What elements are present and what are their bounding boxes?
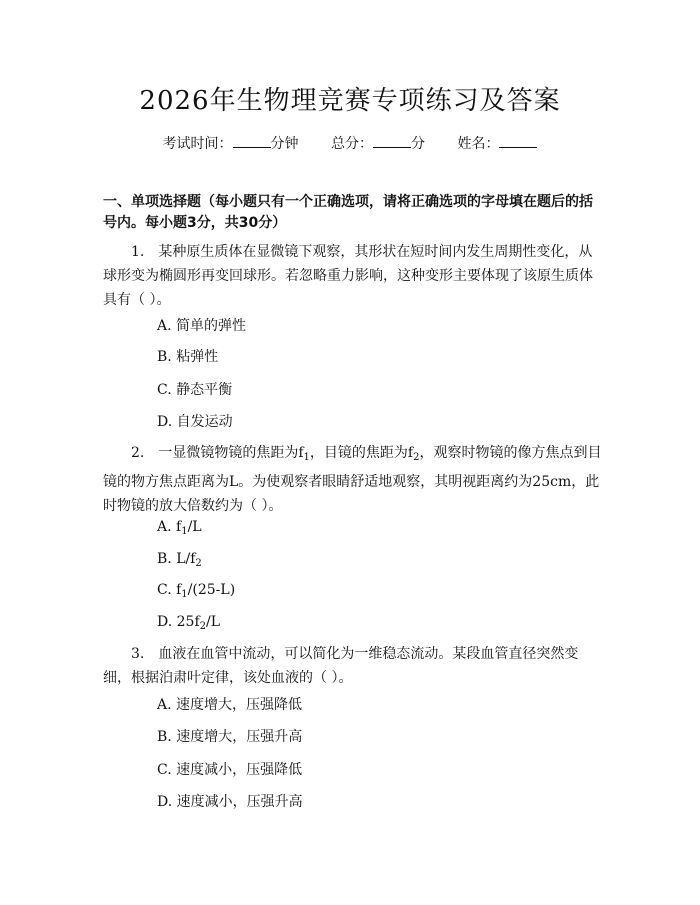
section-heading: 一、单项选择题（每小题只有一个正确选项，请将正确选项的字母填在题后的括号内。每小题3分，共30分） bbox=[103, 194, 593, 231]
exam-info-line bbox=[0, 133, 700, 153]
question-1-option-b[interactable]: B. 粘弹性 bbox=[157, 349, 219, 365]
question-1-option-a[interactable]: A. 简单的弹性 bbox=[157, 318, 247, 334]
question-1-option-d[interactable]: D. 自发运动 bbox=[157, 414, 233, 430]
total-score-blank[interactable] bbox=[373, 134, 411, 148]
question-3-option-b[interactable]: B. 速度增大，压强升高 bbox=[157, 729, 303, 745]
exam-time-blank[interactable] bbox=[233, 134, 271, 148]
total-score-unit: 分 bbox=[411, 136, 425, 152]
page-title: 2026年生物理竞赛专项练习及答案 bbox=[139, 86, 561, 116]
total-score-label: 总分： bbox=[331, 136, 373, 152]
question-2-option-c[interactable]: C. $f_1/(25-L)$ bbox=[157, 582, 236, 600]
question-3-option-a[interactable]: A. 速度增大，压强降低 bbox=[157, 697, 303, 713]
question-2-option-a[interactable]: A. $f_1/L$ bbox=[157, 519, 202, 537]
name-blank[interactable] bbox=[499, 134, 537, 148]
exam-time-field bbox=[163, 136, 299, 152]
question-1-option-c[interactable]: C. 静态平衡 bbox=[157, 382, 233, 398]
exam-time-unit: 分钟 bbox=[270, 136, 299, 152]
question-2-option-b[interactable]: B. $L/f_2$ bbox=[157, 551, 202, 569]
question-3-option-c[interactable]: C. 速度减小，压强降低 bbox=[157, 762, 303, 778]
question-1-stem: 1. 某种原生质体在显微镜下观察，其形状在短时间内发生周期性变化，从球形变为椭圆形再变回球形。若忽略重力影响，这种变形主要体现了该原生质体具有（ ）。 bbox=[103, 244, 593, 308]
exam-time-label: 考试时间： bbox=[162, 136, 233, 152]
question-3-option-d[interactable]: D. 速度减小，压强升高 bbox=[157, 794, 303, 810]
question-3-stem: 3. 血液在血管中流动，可以简化为一维稳态流动。某段血管直径突然变细，根据泊肃叶定律，该处血液的（ ）。 bbox=[103, 646, 579, 686]
name-field bbox=[457, 136, 537, 152]
question-2-option-d[interactable]: D. $25f_2/L$ bbox=[157, 614, 221, 632]
name-label: 姓名： bbox=[457, 136, 500, 152]
total-score-field bbox=[331, 136, 425, 152]
question-2-stem: 2. 一显微镜物镜的焦距为$f_1$，目镜的焦距为$f_2$，观察时物镜的像方焦点到目镜的物方焦点距离为L。为使观察者眼睛舒适地观察，其明视距离约为25cm，此时物镜的放大倍数约为（ ）。 bbox=[103, 445, 602, 514]
